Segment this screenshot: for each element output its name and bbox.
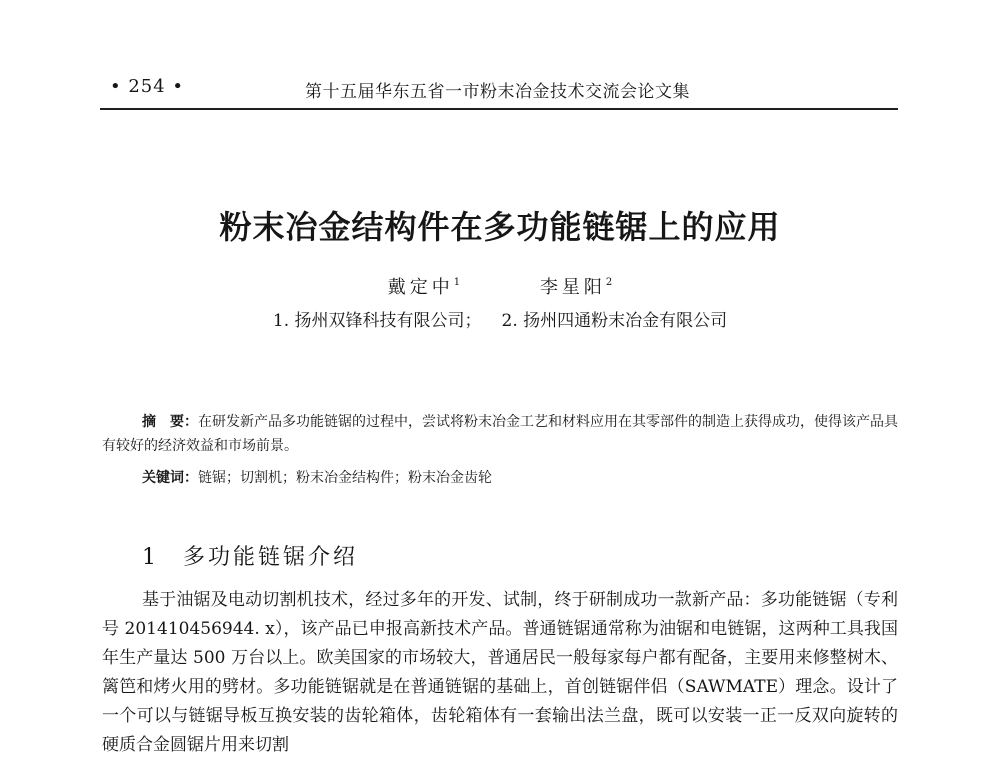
- affiliation: 1. 扬州双锋科技有限公司；: [272, 311, 482, 331]
- journal-title: 第十五届华东五省一市粉末冶金技术交流会论文集: [305, 82, 690, 102]
- abstract: [102, 410, 898, 458]
- author-list: [0, 273, 1000, 299]
- section-number: 1: [142, 545, 159, 570]
- keywords-text: 链锯；切割机；粉末冶金结构件；粉末冶金齿轮: [198, 470, 492, 486]
- abstract-label: 摘 要：: [142, 414, 198, 430]
- author: [388, 273, 460, 299]
- page-number: • 254 •: [110, 76, 185, 97]
- section-title: 多功能链锯介绍: [183, 545, 359, 570]
- abstract-text: 在研发新产品多功能链锯的过程中，尝试将粉末冶金工艺和材料应用在其零部件的制造上获得成功，使得该产品具有较好的经济效益和市场前景。: [102, 414, 898, 454]
- author-name: 戴定中: [387, 277, 454, 298]
- author: [540, 273, 612, 299]
- paper-title: 粉末冶金结构件在多功能链锯上的应用: [219, 208, 781, 246]
- section-heading: [142, 540, 358, 571]
- running-header: [100, 74, 898, 110]
- author-affiliation-mark: 1: [453, 277, 461, 288]
- affiliation: 2. 扬州四通粉末冶金有限公司: [501, 311, 728, 331]
- author-affiliation-mark: 2: [605, 277, 613, 288]
- keywords: [142, 466, 898, 490]
- affiliation-list: [0, 306, 1000, 331]
- author-name: 李星阳: [539, 277, 606, 298]
- keywords-label: 关键词：: [142, 470, 198, 486]
- body-paragraph: 基于油锯及电动切割机技术，经过多年的开发、试制，终于研制成功一款新产品：多功能链锯（专利号 201410456944. x），该产品已申报高新技术产品。普通链锯通常称为油锯和电链锯，这两种工具我国年生产量达 500 万台以上。欧美国家的市场较大，普通居民一般每家每户都有配备，主要用来修整树木、篱笆和烤火用的劈材。多功能链锯就是在普通链锯的基础上，首创链锯伴侣（SAWMATE）理念。设计了一个可以与链锯导板互换安装的齿轮箱体，齿轮箱体有一套输出法兰盘，既可以安装一正一反双向旋转的硬质合金圆锯片用来切割: [102, 590, 898, 755]
